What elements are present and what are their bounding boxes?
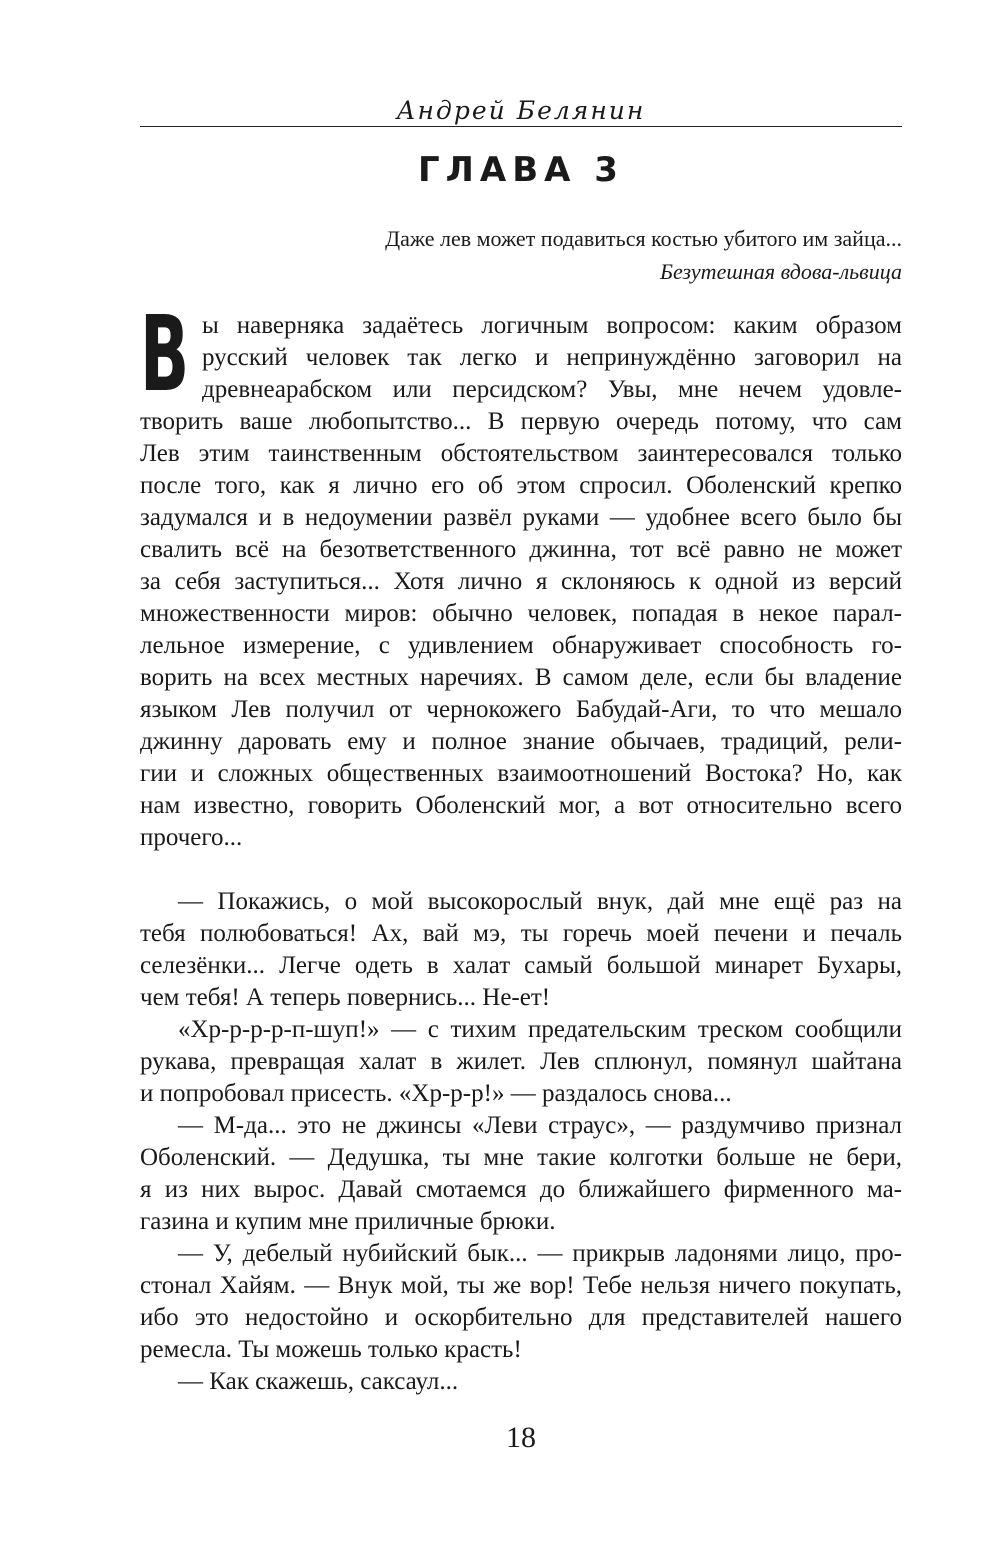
text-line: творить ваше любопытство... В первую очередь потому, что сам	[140, 408, 902, 435]
text-line: ворить на всех местных наречиях. В самом деле, если бы владение	[140, 664, 902, 691]
text-line: свалить всё на безответственного джинна, тот всё равно не может	[140, 536, 902, 563]
text-line: языком Лев получил от чернокожего Бабудай-Аги, то что мешало	[140, 696, 902, 723]
text-line: за себя заступиться... Хотя лично я склоняюсь к одной из версий	[140, 568, 902, 595]
text-line: стонал Хайям. — Внук мой, ты же вор! Тебе нельзя ничего покупать,	[140, 1272, 902, 1299]
text-line: ибо это недостойно и оскорбительно для представителей нашего	[140, 1304, 902, 1331]
drop-cap: В	[140, 293, 190, 415]
epigraph	[282, 222, 902, 288]
text-line: гии и сложных общественных взаимоотношений Востока? Но, как	[140, 760, 902, 787]
text-line: задумался и в недоумении развёл руками — удобнее всего было бы	[140, 504, 902, 531]
text-line: лельное измерение, с удивлением обнаруживает способность го-	[140, 632, 902, 659]
text-line: тебя полюбоваться! Ах, вай мэ, ты горечь моей печени и печаль	[140, 920, 902, 947]
text-line: и попробовал присесть. «Хр-р-р!» — раздалось снова...	[140, 1080, 732, 1107]
text-line: Лев этим таинственным обстоятельством заинтересовался только	[140, 440, 902, 467]
text-line: ремесла. Ты можешь только красть!	[140, 1336, 522, 1363]
text-line: — Как скажешь, саксаул...	[178, 1368, 459, 1395]
text-line: после того, как я лично его об этом спросил. Оболенский крепко	[140, 472, 902, 499]
text-line: джинну даровать ему и полное знание обычаев, традиций, рели-	[140, 728, 902, 755]
running-header-author: Андрей Белянин	[396, 96, 646, 125]
text-line: множественности миров: обычно человек, попадая в некое парал-	[140, 600, 902, 627]
text-line: — М-да... это не джинсы «Леви страус», — раздумчиво признал	[178, 1112, 902, 1139]
text-line: Оболенский. — Дедушка, ты мне такие колготки больше не бери,	[140, 1144, 902, 1171]
epigraph-text: Даже лев может подавиться костью убитого им зайца...	[385, 226, 902, 251]
text-line: рукава, превращая халат в жилет. Лев сплюнул, помянул шайтана	[140, 1048, 902, 1075]
text-line: — У, дебелый нубийский бык... — прикрыв ладонями лицо, про-	[178, 1240, 902, 1267]
text-line: чем тебя! А теперь повернись... Не-ет!	[140, 984, 551, 1011]
text-line: — Покажись, о мой высокорослый внук, дай мне ещё раз на	[178, 888, 902, 915]
text-line: «Хр-р-р-р-п-шуп!» — с тихим предательским треском сообщили	[178, 1016, 902, 1043]
text-line: я из них вырос. Давай смотаемся до ближайшего фирменного ма-	[140, 1176, 902, 1203]
text-line: селезёнки... Легче одеть в халат самый большой минарет Бухары,	[140, 952, 902, 979]
text-line: русский человек так легко и непринуждённо заговорил на	[202, 344, 902, 371]
text-line: ы наверняка задаётесь логичным вопросом: каким образом	[202, 312, 902, 339]
text-line: древнеарабском или персидском? Увы, мне нечем удовле-	[202, 376, 902, 403]
text-line: прочего...	[140, 824, 243, 851]
text-line: нам известно, говорить Оболенский мог, а вот относительно всего	[140, 792, 902, 819]
text-line: газина и купим мне приличные брюки.	[140, 1208, 556, 1235]
chapter-title: ГЛАВА 3	[418, 150, 624, 190]
header-rule	[140, 126, 902, 127]
epigraph-author: Безутешная вдова-львица	[660, 259, 902, 284]
page-number: 18	[506, 1421, 536, 1454]
